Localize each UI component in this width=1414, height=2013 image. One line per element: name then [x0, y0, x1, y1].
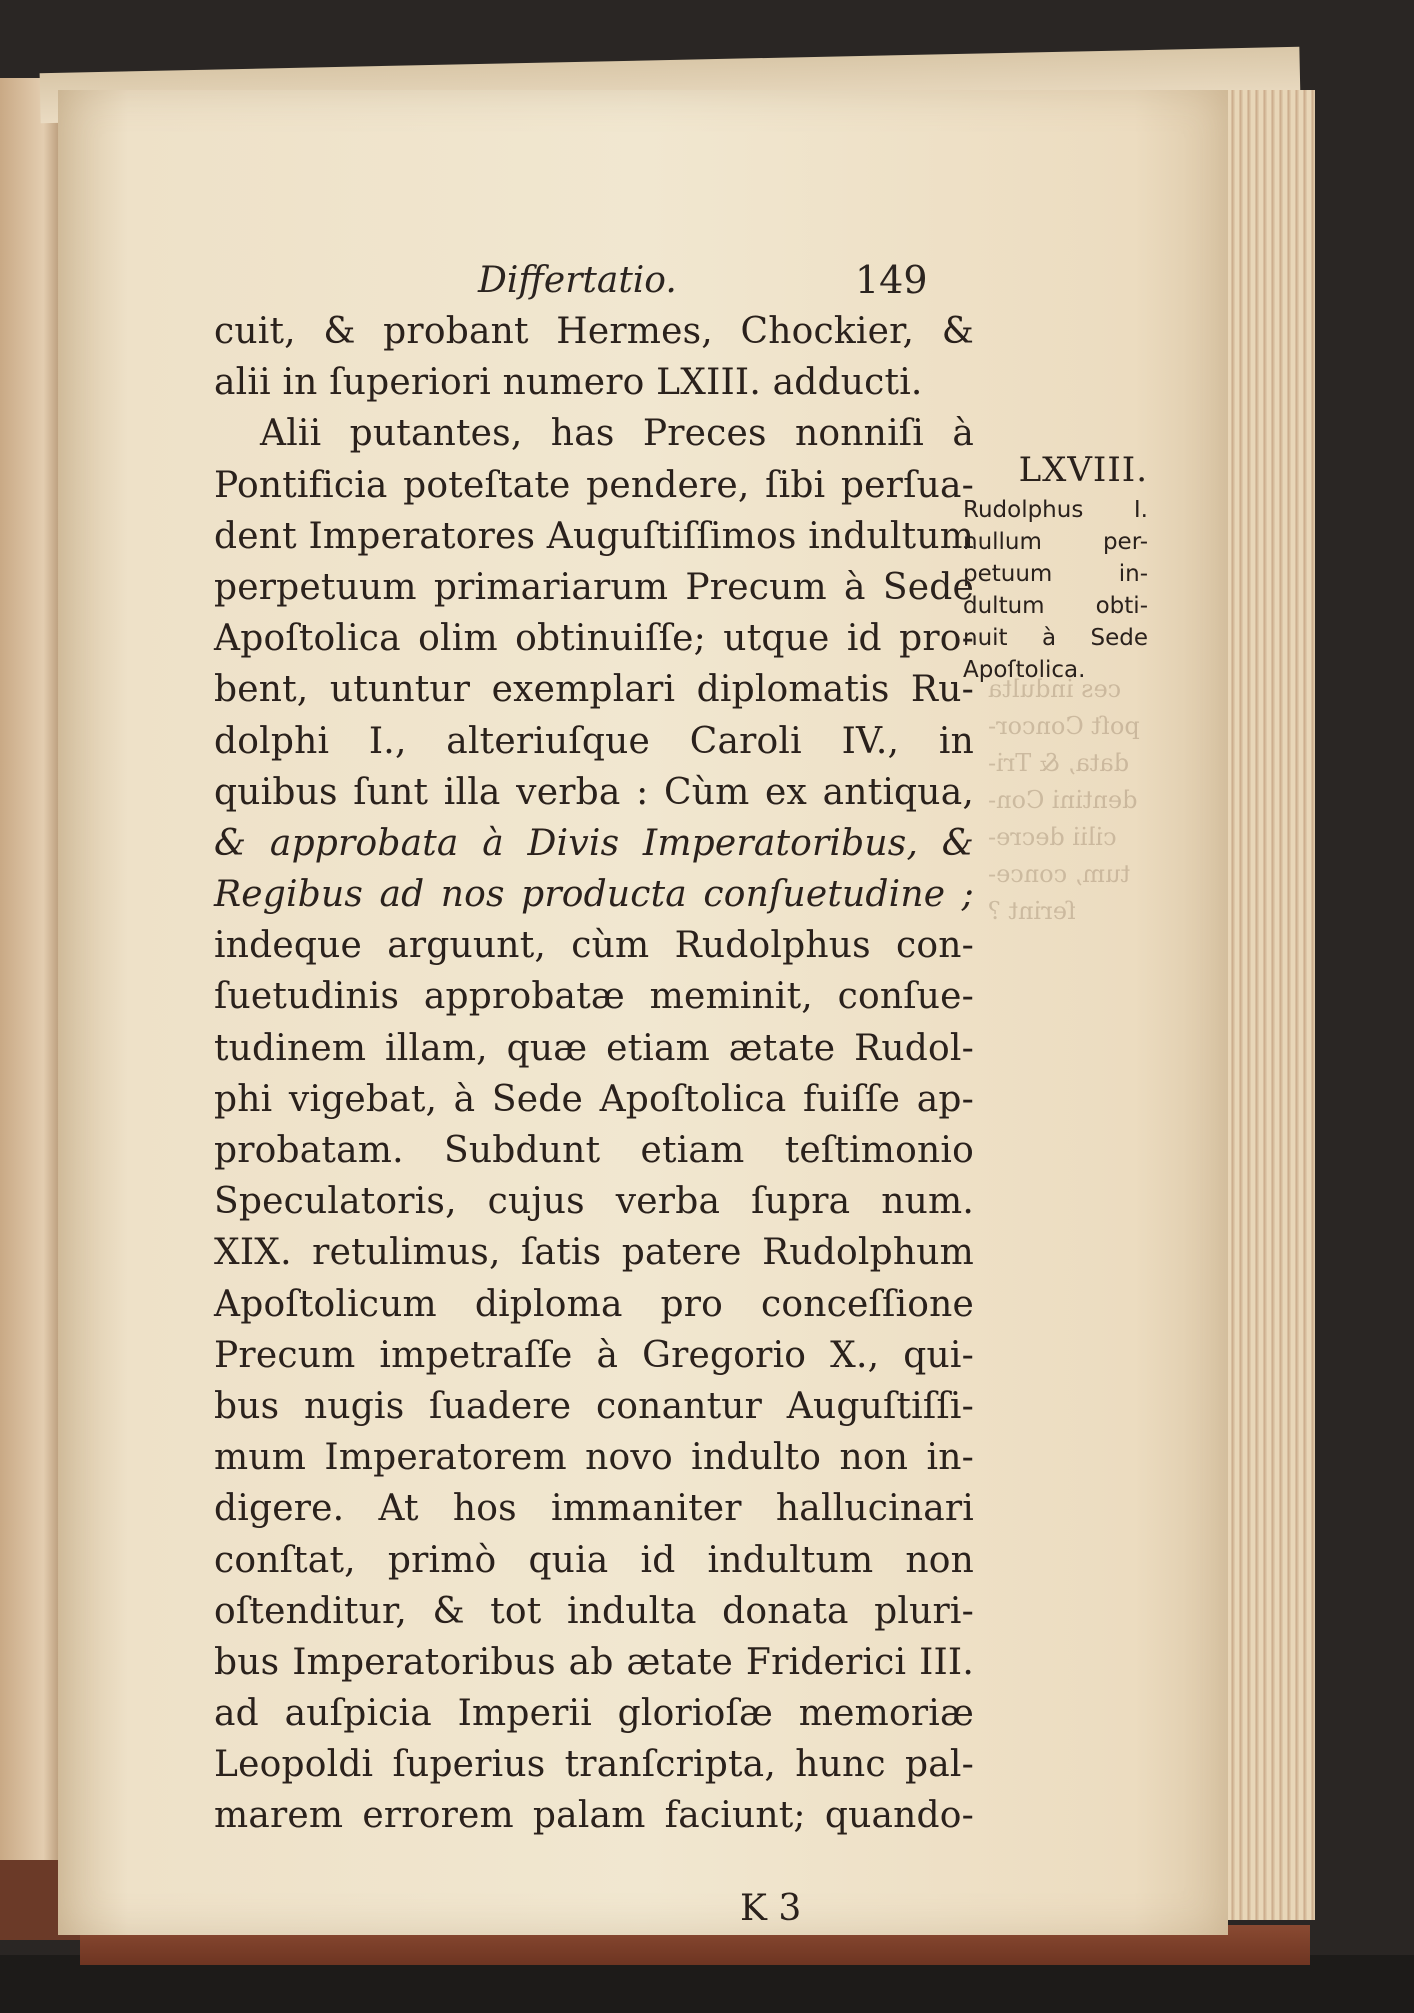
running-title: Differtatio.	[478, 260, 677, 301]
margin-note-line: nuit à Sede	[963, 625, 1148, 651]
text-line: Speculatoris, cujus verba ſupra num.	[214, 1181, 974, 1223]
text-line: cuit, & probant Hermes, Chockier, &	[214, 311, 974, 352]
text-line: dent Imperatores Auguſtiſſimos indultum	[214, 515, 975, 557]
text-line: digere. At hos immaniter hallucinari	[214, 1488, 974, 1530]
book-page	[58, 90, 1228, 1935]
text-line: oſtenditur, & tot indulta donata pluri-	[214, 1590, 974, 1632]
bleed-through-text: ces indulta	[988, 675, 1122, 703]
text-line: ad auſpicia Imperii glorioſæ memoriæ	[214, 1693, 974, 1735]
margin-note-line: nullum per-	[963, 529, 1148, 555]
text-line: indeque arguunt, cùm Rudolphus con-	[214, 925, 974, 967]
margin-note-line: Rudolphus I.	[963, 497, 1148, 523]
facing-page-edge	[0, 78, 64, 1933]
bleed-through-text: poſt Concor-	[988, 712, 1140, 740]
text-line: Regibus ad nos producta conſuetudine ;	[214, 874, 974, 916]
margin-note-line: dultum obti-	[963, 593, 1148, 619]
text-line: bent, utuntur exemplari diplomatis Ru-	[214, 669, 974, 711]
text-line: probatam. Subdunt etiam teſtimonio	[214, 1130, 974, 1171]
bleed-through-text: tum, conce-	[988, 860, 1131, 888]
text-line: ſuetudinis approbatæ meminit, conſue-	[214, 976, 974, 1018]
text-line: dolphi I., alteriuſque Caroli IV., in	[214, 720, 974, 762]
text-line: marem errorem palam faciunt; quando-	[214, 1795, 974, 1837]
section-number: LXVIII.	[1018, 450, 1148, 490]
text-line: perpetuum primariarum Precum à Sede	[214, 566, 974, 608]
margin-note-line: Apoſtolica.	[963, 657, 1086, 683]
text-line: Alii putantes, has Preces nonniſi à	[260, 413, 974, 455]
text-line: phi vigebat, à Sede Apoſtolica fuiſſe ap-	[214, 1078, 974, 1120]
text-line: Leopoldi ſuperius tranſcripta, hunc pal-	[214, 1744, 974, 1786]
text-line: Pontificia poteſtate pendere, ſibi perſua-	[214, 464, 974, 506]
text-line: mum Imperatorem novo indulto non in-	[214, 1437, 974, 1479]
text-line: bus Imperatoribus ab ætate Friderici III.	[214, 1641, 974, 1683]
margin-note-line: petuum in-	[963, 561, 1148, 587]
text-line: alii in ſuperiori numero LXIII. adducti.	[214, 362, 923, 404]
bleed-through-text: ſerint ?	[988, 897, 1076, 925]
bleed-through-text: cilii decre-	[988, 823, 1117, 851]
text-line: tudinem illam, quæ etiam ætate Rudol-	[214, 1027, 974, 1069]
page-number: 149	[855, 258, 928, 302]
text-line: conſtat, primò quia id indultum non	[214, 1539, 974, 1581]
bleed-through-text: data, & Tri-	[988, 749, 1130, 777]
catchword-signature: K 3	[740, 1888, 802, 1929]
margin-note	[963, 446, 1148, 686]
text-line: XIX. retulimus, ſatis patere Rudolphum	[214, 1232, 974, 1274]
text-line: bus nugis ſuadere conantur Auguſtiſſi-	[214, 1385, 974, 1427]
body-text	[214, 306, 974, 1842]
text-line: Apoſtolicum diploma pro conceſſione	[214, 1283, 974, 1325]
bleed-through-text: dentini Con-	[988, 786, 1138, 814]
text-line: Precum impetraſſe à Gregorio X., qui-	[214, 1334, 974, 1376]
text-line: quibus ſunt illa verba : Cùm ex antiqua,	[214, 771, 974, 813]
text-line: & approbata à Divis Imperatoribus, &	[214, 822, 974, 864]
text-line: Apoſtolica olim obtinuiſſe; utque id pro-	[214, 618, 974, 660]
